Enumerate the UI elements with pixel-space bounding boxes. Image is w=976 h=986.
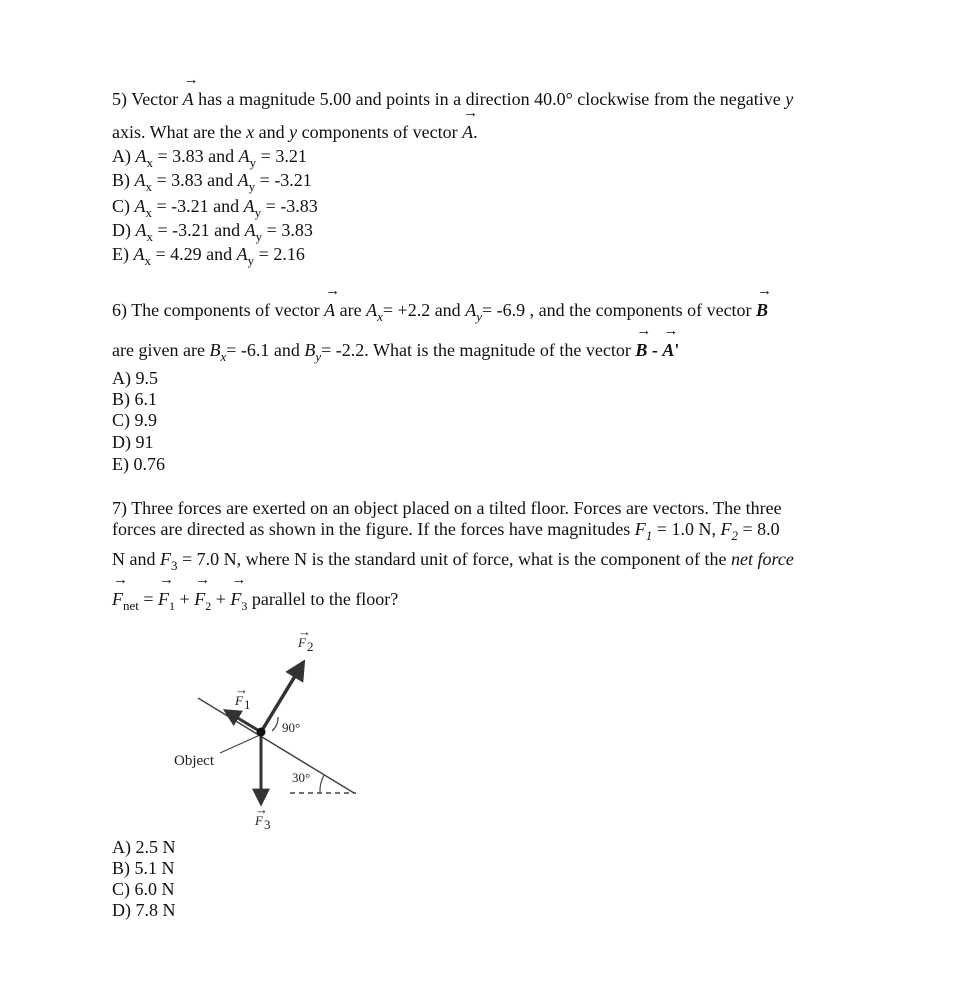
f2-label-arrow-icon: → (298, 625, 311, 639)
q6-choice[interactable]: C) 9.9 (112, 410, 157, 430)
f2-label: F (298, 635, 306, 650)
vector-arrow-icon: → (113, 572, 128, 588)
ay-value: 3.83 (281, 220, 313, 240)
vector-arrow-icon: → (757, 283, 773, 299)
ax-sub: x (144, 253, 151, 268)
q5-choice[interactable] (112, 219, 313, 243)
q6-minus: - (651, 340, 658, 360)
angle-90-arc (272, 717, 278, 731)
floor-line (198, 698, 354, 793)
q7-choice[interactable]: D) 7.8 N (112, 900, 176, 920)
ax-symbol: A (135, 146, 147, 166)
ay-symbol: A (237, 170, 249, 190)
q7-line-4 (112, 572, 399, 613)
q6-choice[interactable]: B) 6.1 (112, 389, 157, 409)
q7-f1-sym: F (634, 519, 646, 539)
f3-label-arrow-icon: → (255, 802, 268, 817)
force-diagram (160, 625, 380, 840)
ax-value: 3.83 (172, 146, 204, 166)
vector-arrow-icon: → (159, 572, 175, 588)
vector-arrow-icon: → (636, 323, 652, 339)
q6-line-1 (112, 283, 773, 324)
q7-choice[interactable]: B) 5.1 N (112, 858, 175, 878)
q7-fnet-vector: → F (112, 572, 128, 609)
q7-fnet-sub: net (123, 598, 139, 613)
q6-choice[interactable]: A) 9.5 (112, 368, 158, 388)
vector-arrow-icon: → (195, 572, 211, 588)
q6-ay-sub: y (476, 309, 482, 324)
q5-number: 5) (112, 89, 127, 109)
q5-line1-pre: Vector (131, 89, 179, 109)
q5-choice[interactable] (112, 243, 305, 267)
q7-line1-text: Three forces are exerted on an object placed on a tilted floor. Forces are vectors. The three (131, 498, 782, 518)
q5-line1-end: y (785, 89, 794, 109)
eq: = (155, 244, 166, 264)
q6-ax-sym: A (366, 300, 378, 320)
q5-line2-pre: axis. What are the (112, 122, 242, 142)
q5-line-2 (112, 105, 479, 143)
choice-label: D) (112, 220, 131, 240)
q5-vector-a-2: → A (462, 105, 479, 142)
eq: = (260, 146, 271, 166)
plus: + (215, 589, 226, 609)
q7-choice[interactable]: C) 6.0 N (112, 879, 175, 899)
ax-symbol: A (134, 170, 146, 190)
q6-tail: ' (674, 340, 680, 360)
f2-label-sub: 2 (307, 639, 314, 654)
ay-symbol: A (238, 146, 250, 166)
f3-label: F (255, 813, 263, 828)
ay-sub: y (254, 205, 262, 220)
ax-value: -3.21 (171, 196, 209, 216)
q7-t3-sub: 3 (241, 599, 248, 613)
ax-symbol: A (134, 196, 146, 216)
eq: = (157, 146, 168, 166)
ax-sub: x (145, 205, 152, 220)
ay-sub: y (248, 179, 256, 194)
ay-sub: y (255, 229, 263, 244)
q6-line-2 (112, 323, 680, 364)
choice-label: C) (112, 196, 130, 216)
q7-f2-sub: 2 (731, 528, 738, 543)
ax-value: 3.83 (171, 170, 203, 190)
q5-line2-post: components of vector (301, 122, 458, 142)
vector-arrow-icon: → (463, 105, 479, 121)
q7-line-2 (112, 518, 780, 542)
q7-t1-sub: 1 (169, 599, 176, 613)
eq: = (143, 589, 154, 609)
q6-by-sym: B (304, 340, 316, 360)
q6-vector-a: → A (324, 283, 341, 320)
ay-value: 2.16 (273, 244, 305, 264)
ay-sub: y (249, 155, 257, 170)
ay-symbol: A (236, 244, 248, 264)
angle-30-label: 30° (292, 770, 311, 785)
ax-symbol: A (133, 244, 145, 264)
q7-choice[interactable]: A) 2.5 N (112, 837, 176, 857)
q6-by-val: = -2.2. What is the magnitude of the vector (321, 340, 631, 360)
object-leader-line (220, 735, 260, 753)
q6-bx-sub: x (220, 349, 227, 364)
choice-label: A) (112, 146, 131, 166)
ax-value: -3.21 (172, 220, 210, 240)
q7-line4-post: parallel to the floor? (251, 589, 399, 609)
ay-value: -3.83 (280, 196, 318, 216)
ay-value: -3.21 (274, 170, 312, 190)
q7-f3-sub: 3 (171, 558, 178, 573)
ax-symbol: A (135, 220, 147, 240)
object-label: Object (174, 753, 214, 769)
q6-ax-sub: x (377, 309, 383, 324)
q6-choice[interactable]: D) 91 (112, 432, 154, 452)
q5-line1-post: has a magnitude 5.00 and points in a direction 40.0° clockwise from the negative (198, 89, 781, 109)
eq: = (266, 220, 277, 240)
choice-label: E) (112, 244, 129, 264)
f1-label: F (235, 693, 243, 708)
q7-f3-sym: F (160, 549, 171, 569)
q7-line3-pre: N and (112, 549, 156, 569)
and: and (206, 244, 233, 264)
q6-vector-b: → B (756, 283, 773, 320)
vector-arrow-icon: → (325, 283, 341, 299)
q7-line-1 (112, 497, 782, 519)
vector-arrow-icon: → (183, 72, 199, 88)
vector-arrow-icon: → (231, 572, 247, 588)
eq: = (156, 170, 167, 190)
ay-symbol: A (244, 220, 256, 240)
q5-choice[interactable] (112, 169, 312, 193)
and: and (207, 170, 234, 190)
ax-value: 4.29 (170, 244, 202, 264)
eq: = (157, 220, 168, 240)
q5-period: . (473, 122, 478, 142)
q6-line2-pre: are given are (112, 340, 205, 360)
q6-by-sub: y (315, 349, 322, 364)
q5-and: and (258, 122, 285, 142)
q7-number: 7) (112, 498, 127, 518)
f1-label-arrow-icon: → (235, 682, 248, 697)
f1-label-sub: 1 (244, 697, 251, 712)
ay-value: 3.21 (275, 146, 307, 166)
object-dot (257, 728, 266, 737)
q5-x-var: x (246, 122, 255, 142)
angle-30-arc (320, 775, 324, 793)
q7-line3-mid: = 7.0 N, where N is the standard unit of force, what is the component of the (182, 549, 727, 569)
q7-f1-vector: → F (158, 572, 175, 609)
angle-90-label: 90° (282, 720, 301, 735)
f3-label-sub: 3 (264, 817, 271, 832)
ay-sub: y (247, 253, 255, 268)
q5-line-1 (112, 72, 794, 110)
eq: = (265, 196, 276, 216)
and: and (208, 146, 235, 166)
q7-net-force-italic: net force (731, 549, 794, 569)
q6-vector-b-2: → B (635, 323, 652, 360)
q7-t2-sub: 2 (205, 599, 212, 613)
q6-number: 6) (112, 300, 127, 320)
plus: + (179, 589, 190, 609)
and: and (213, 196, 240, 216)
vector-arrow-icon: → (663, 323, 679, 339)
q7-line2-pre: forces are directed as shown in the figure. If the forces have magnitudes (112, 519, 631, 539)
q5-choice[interactable] (112, 145, 307, 169)
q7-f1-val: = 1.0 N, (656, 519, 716, 539)
q6-choice[interactable]: E) 0.76 (112, 454, 165, 474)
eq: = (156, 196, 167, 216)
ax-sub: x (145, 179, 152, 194)
f1-arrow (226, 711, 261, 732)
q7-f2-vector: → F (194, 572, 211, 609)
q6-bx-sym: B (209, 340, 221, 360)
ax-sub: x (146, 229, 153, 244)
eq: = (258, 244, 269, 264)
eq: = (259, 170, 270, 190)
q5-y-var: y (289, 122, 298, 142)
q6-ay-val: = -6.9 , and the components of vector (481, 300, 752, 320)
choice-label: B) (112, 170, 130, 190)
q6-line1-pre: The components of vector (131, 300, 320, 320)
q6-ay-sym: A (465, 300, 477, 320)
q6-are: are (339, 300, 362, 320)
q7-f3-vector: → F (230, 572, 247, 609)
and: and (214, 220, 241, 240)
q7-f2-sym: F (720, 519, 732, 539)
ay-symbol: A (243, 196, 255, 216)
q5-choice[interactable] (112, 195, 318, 219)
ax-sub: x (146, 155, 153, 170)
q6-vector-a-2: → A (662, 323, 679, 360)
q6-ax-val: = +2.2 and (382, 300, 461, 320)
q7-f1-sub: 1 (645, 528, 653, 543)
q7-f2-val: = 8.0 (742, 519, 780, 539)
q7-line-3 (112, 548, 794, 572)
q6-bx-val: = -6.1 and (226, 340, 300, 360)
q5-vector-a: → A (182, 72, 199, 109)
